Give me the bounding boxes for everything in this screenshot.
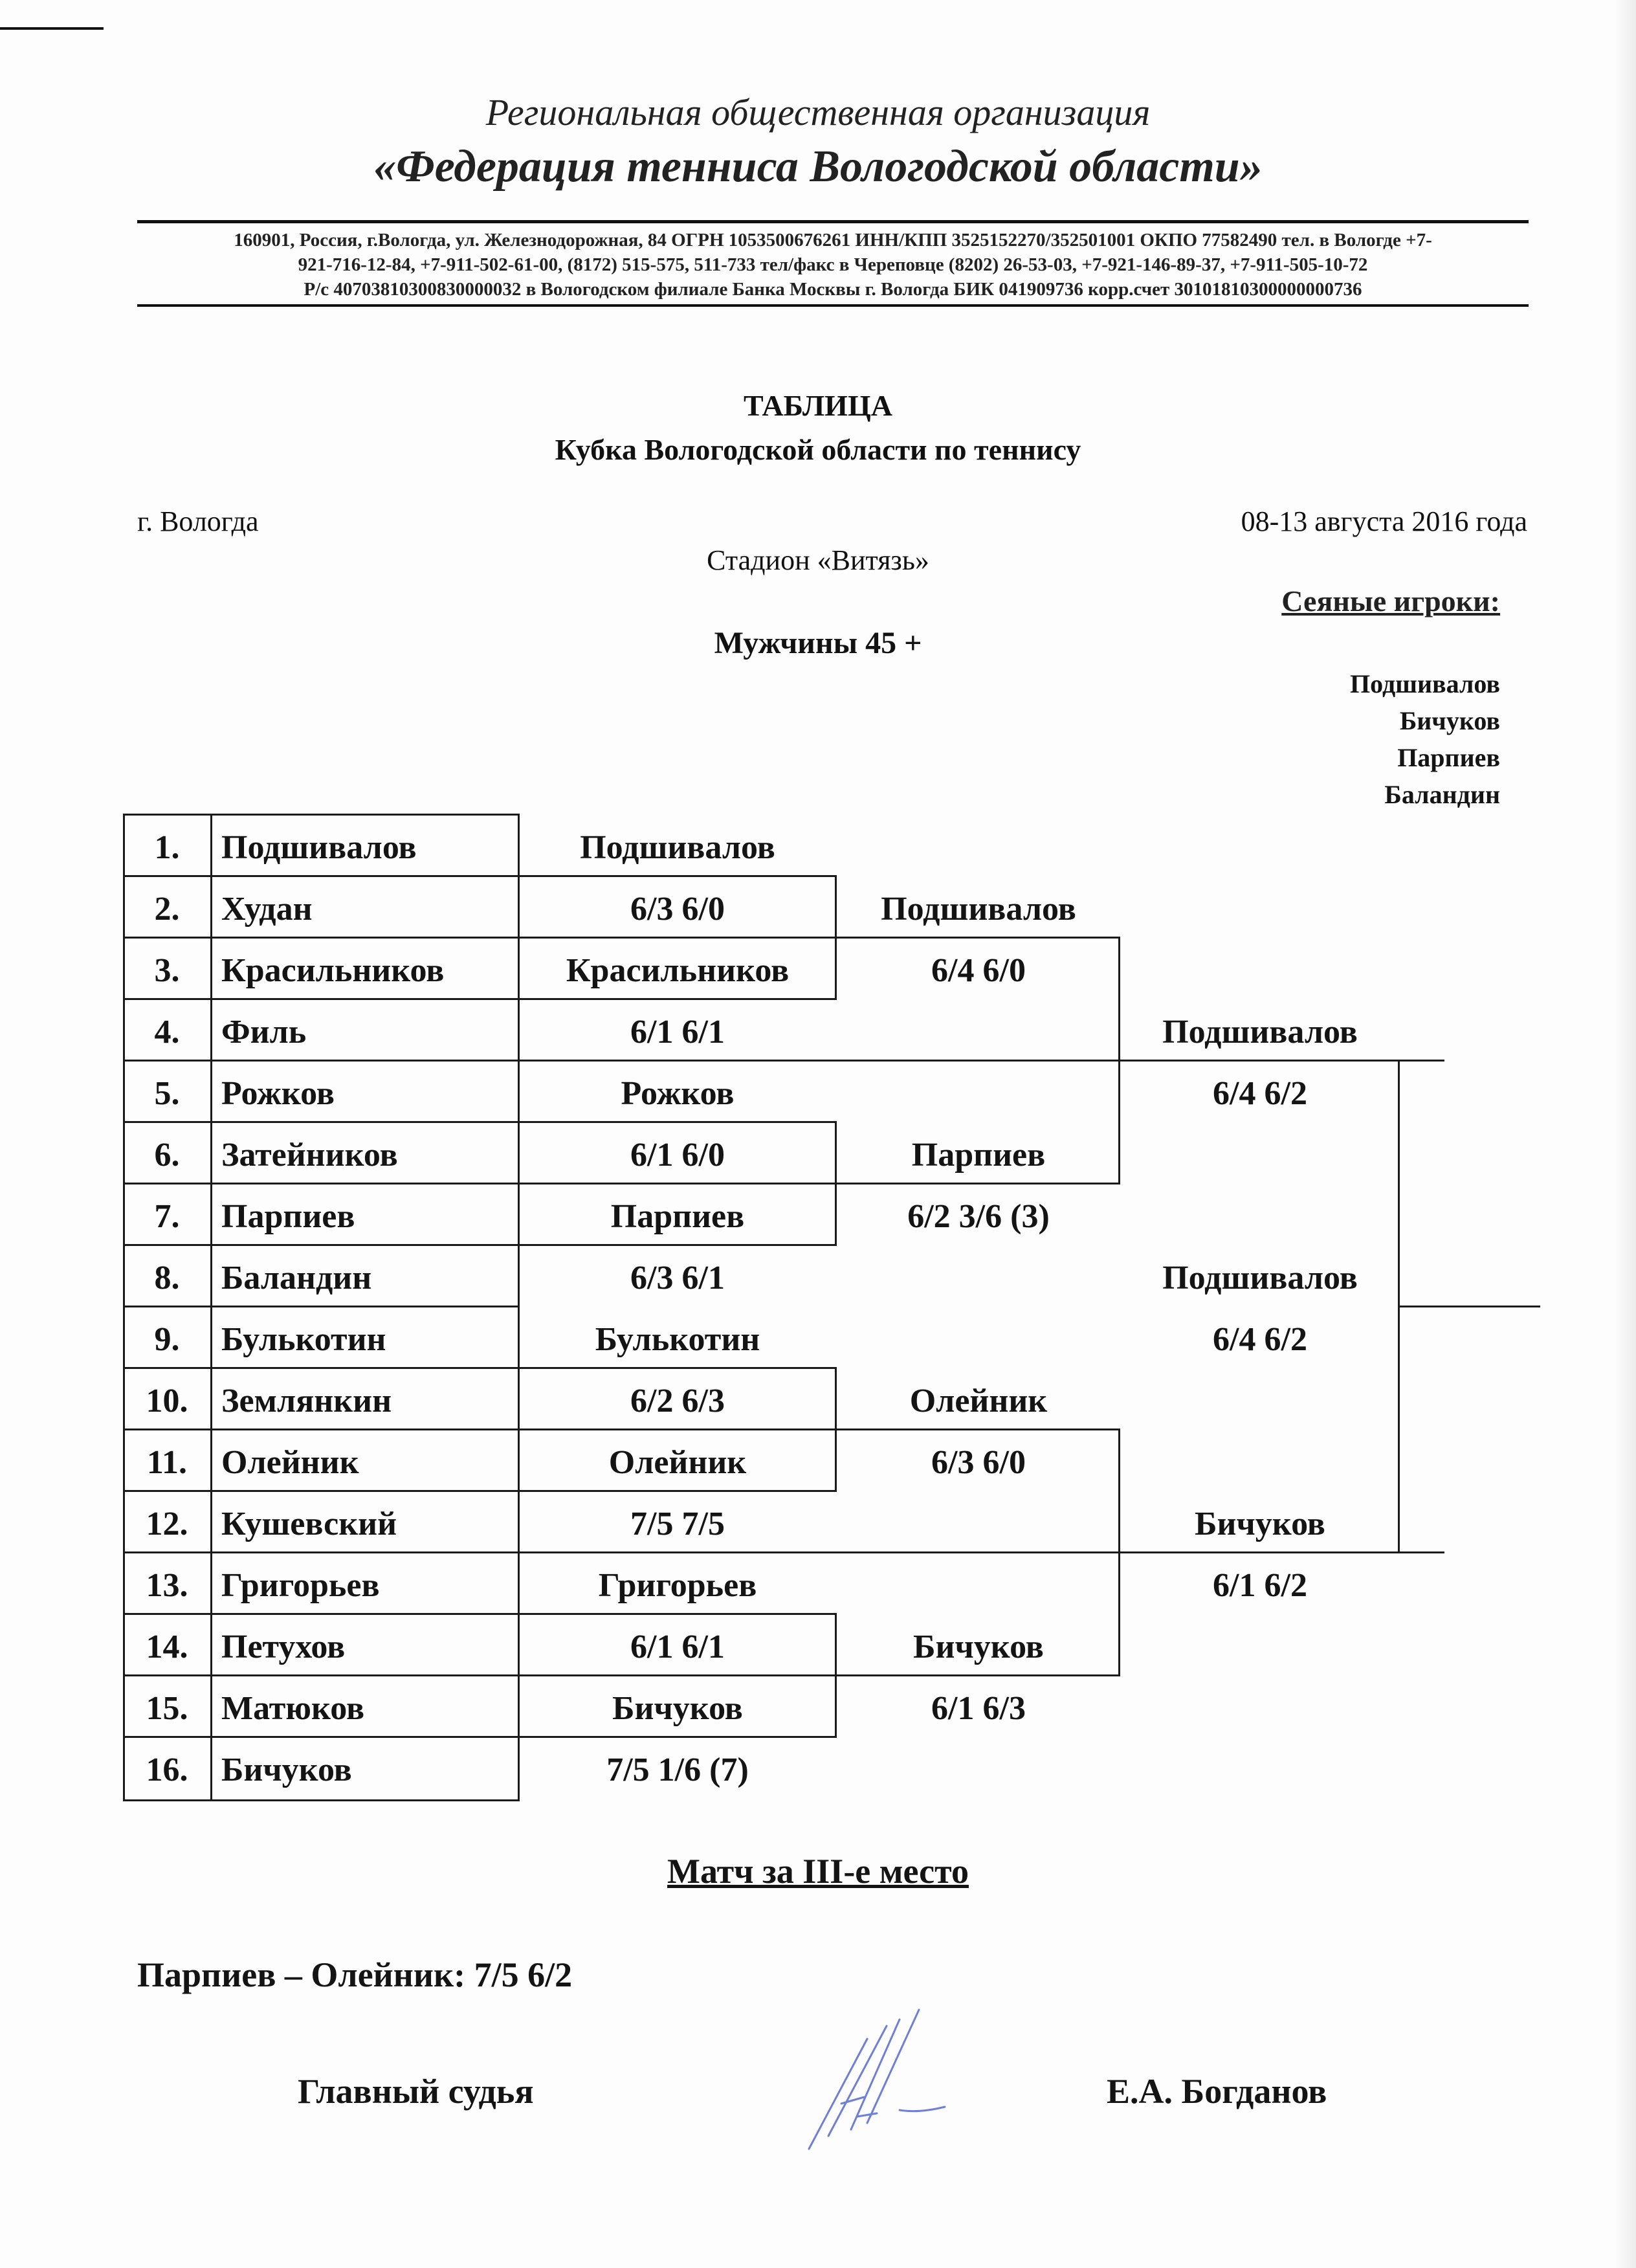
r2-winner: Красильников	[566, 952, 790, 989]
grid-line	[123, 814, 520, 816]
grid-line	[123, 998, 836, 1000]
r2-score: 6/1 6/1	[630, 1629, 725, 1665]
draw-player: Землянкин	[221, 1383, 392, 1419]
seeded-player: Баландин	[1384, 780, 1500, 809]
draw-number: 16.	[146, 1751, 188, 1788]
address-line: Р/с 40703810300830000032 в Вологодском филиале Банка Москвы г. Вологда БИК 041909736 корр.счет 30101810300000000736	[304, 279, 1362, 300]
grid-line	[1399, 1306, 1540, 1307]
qf-winner: Подшивалов	[881, 891, 1076, 928]
sf-winner: Бичуков	[1195, 1506, 1325, 1542]
bracket-connector	[835, 1613, 837, 1738]
draw-number: 13.	[146, 1567, 188, 1604]
grid-line	[123, 1060, 1444, 1062]
grid-line	[123, 1183, 1120, 1184]
qf-winner: Олейник	[909, 1383, 1048, 1419]
draw-player: Подшивалов	[221, 829, 417, 866]
r2-winner: Бичуков	[612, 1690, 743, 1727]
r2-score: 7/5 1/6 (7)	[606, 1751, 749, 1788]
grid-line	[123, 1490, 836, 1492]
r2-winner: Григорьев	[598, 1567, 757, 1604]
draw-player: Олейник	[221, 1444, 359, 1481]
seeded-heading: Сеяные игроки:	[1281, 584, 1500, 617]
grid-line	[123, 1306, 520, 1307]
draw-player: Кушевский	[221, 1506, 397, 1542]
seeded-player: Подшивалов	[1349, 669, 1500, 698]
seeded-list	[1350, 665, 1500, 813]
third-place-result: Парпиев – Олейник: 7/5 6/2	[137, 1955, 573, 1994]
draw-player: Худан	[221, 891, 313, 928]
grid-line	[123, 1799, 520, 1801]
grid-line	[210, 814, 212, 1801]
grid-line	[123, 1244, 836, 1246]
r2-winner: Олейник	[608, 1444, 747, 1481]
grid-line	[123, 875, 836, 877]
draw-player: Красильников	[221, 952, 445, 989]
r2-winner: Парпиев	[610, 1198, 745, 1235]
draw-number: 14.	[146, 1629, 188, 1665]
chief-judge-name: Е.А. Богданов	[1107, 2072, 1327, 2111]
org-type: Региональная общественная организация	[485, 91, 1151, 133]
org-address	[137, 228, 1529, 302]
grid-line	[123, 1736, 836, 1738]
draw-player: Григорьев	[221, 1567, 380, 1604]
bracket-connector	[835, 1121, 837, 1246]
sf-score: 6/1 6/2	[1213, 1567, 1307, 1604]
final-score: 6/4 6/2	[1213, 1321, 1307, 1358]
bracket-connector	[835, 875, 837, 1000]
r2-score: 7/5 7/5	[630, 1506, 725, 1542]
draw-number: 12.	[146, 1506, 188, 1542]
bracket-connector	[835, 1367, 837, 1492]
draw-player: Матюков	[221, 1690, 365, 1727]
draw-player: Затейников	[221, 1137, 398, 1173]
corner-mark	[0, 27, 104, 30]
r2-score: 6/3 6/1	[630, 1260, 725, 1296]
r2-winner: Рожков	[621, 1075, 735, 1112]
address-line: 160901, Россия, г.Вологда, ул. Железнодорожная, 84 ОГРН 1053500676261 ИНН/КПП 3525152270/352501001 ОКПО 77582490 тел. в Вологде +7-	[234, 230, 1432, 250]
sf-score: 6/4 6/2	[1213, 1075, 1307, 1112]
grid-line	[123, 1429, 1120, 1430]
draw-player: Бичуков	[221, 1751, 352, 1788]
seeded-player: Парпиев	[1397, 743, 1500, 772]
venue: Стадион «Витязь»	[707, 544, 929, 576]
draw-number: 2.	[154, 891, 180, 928]
r2-score: 6/1 6/0	[630, 1137, 725, 1173]
org-name: «Федерация тенниса Вологодской области»	[373, 142, 1263, 192]
r2-winner: Булькотин	[595, 1321, 760, 1358]
draw-number: 9.	[154, 1321, 180, 1358]
qf-score: 6/1 6/3	[931, 1690, 1026, 1727]
draw-number: 8.	[154, 1260, 180, 1296]
qf-score: 6/2 3/6 (3)	[907, 1198, 1050, 1235]
third-place-heading: Матч за III-е место	[667, 1852, 969, 1891]
qf-score: 6/3 6/0	[931, 1444, 1026, 1481]
grid-line	[123, 1551, 1444, 1553]
grid-line	[123, 1121, 836, 1123]
event-dates: 08-13 августа 2016 года	[1241, 506, 1527, 537]
draw-number: 6.	[154, 1137, 180, 1173]
bracket-connector	[1398, 1060, 1400, 1553]
grid-line	[123, 1674, 1120, 1676]
draw-number: 7.	[154, 1198, 180, 1235]
r2-score: 6/1 6/1	[630, 1014, 725, 1051]
draw-player: Парпиев	[221, 1198, 355, 1235]
grid-line	[123, 814, 125, 1801]
city: г. Вологда	[137, 506, 259, 537]
doc-subtitle: Кубка Вологодской области по теннису	[555, 433, 1081, 466]
seeded-player: Бичуков	[1399, 706, 1500, 735]
draw-player: Филь	[221, 1014, 307, 1051]
bracket-connector	[1118, 937, 1120, 1184]
draw-number: 15.	[146, 1690, 188, 1727]
draw-number: 5.	[154, 1075, 180, 1112]
category: Мужчины 45 +	[714, 626, 922, 660]
draw-player: Петухов	[221, 1629, 346, 1665]
final-winner: Подшивалов	[1162, 1260, 1358, 1296]
header-rule-top	[137, 220, 1529, 223]
draw-number: 10.	[146, 1383, 188, 1419]
chief-judge-label: Главный судья	[298, 2072, 534, 2111]
grid-line	[123, 1613, 836, 1615]
grid-line	[123, 1367, 836, 1369]
qf-winner: Бичуков	[913, 1629, 1044, 1665]
r2-score: 6/3 6/0	[630, 891, 725, 928]
doc-title: ТАБЛИЦА	[744, 389, 892, 422]
draw-number: 4.	[154, 1014, 180, 1051]
qf-score: 6/4 6/0	[931, 952, 1026, 989]
r2-winner: Подшивалов	[580, 829, 775, 866]
address-line: 921-716-12-84, +7-911-502-61-00, (8172) 515-575, 511-733 тел/факс в Череповце (8202) 26-53-03, +7-921-146-89-37, +7-911-505-10-72	[298, 254, 1368, 275]
page-edge-shadow	[1614, 0, 1636, 2268]
bracket-connector	[1118, 1429, 1120, 1676]
draw-number: 11.	[146, 1444, 188, 1481]
grid-line	[123, 937, 1120, 939]
draw-number: 1.	[154, 829, 180, 866]
draw-player: Рожков	[221, 1075, 335, 1112]
qf-winner: Парпиев	[911, 1137, 1046, 1173]
signature-image	[790, 2000, 984, 2168]
r2-score: 6/2 6/3	[630, 1383, 725, 1419]
draw-player: Булькотин	[221, 1321, 386, 1358]
draw-player: Баландин	[221, 1260, 372, 1296]
draw-number: 3.	[154, 952, 180, 989]
grid-line	[518, 814, 520, 1801]
header-rule-bottom	[137, 304, 1529, 307]
sf-winner: Подшивалов	[1162, 1014, 1358, 1051]
